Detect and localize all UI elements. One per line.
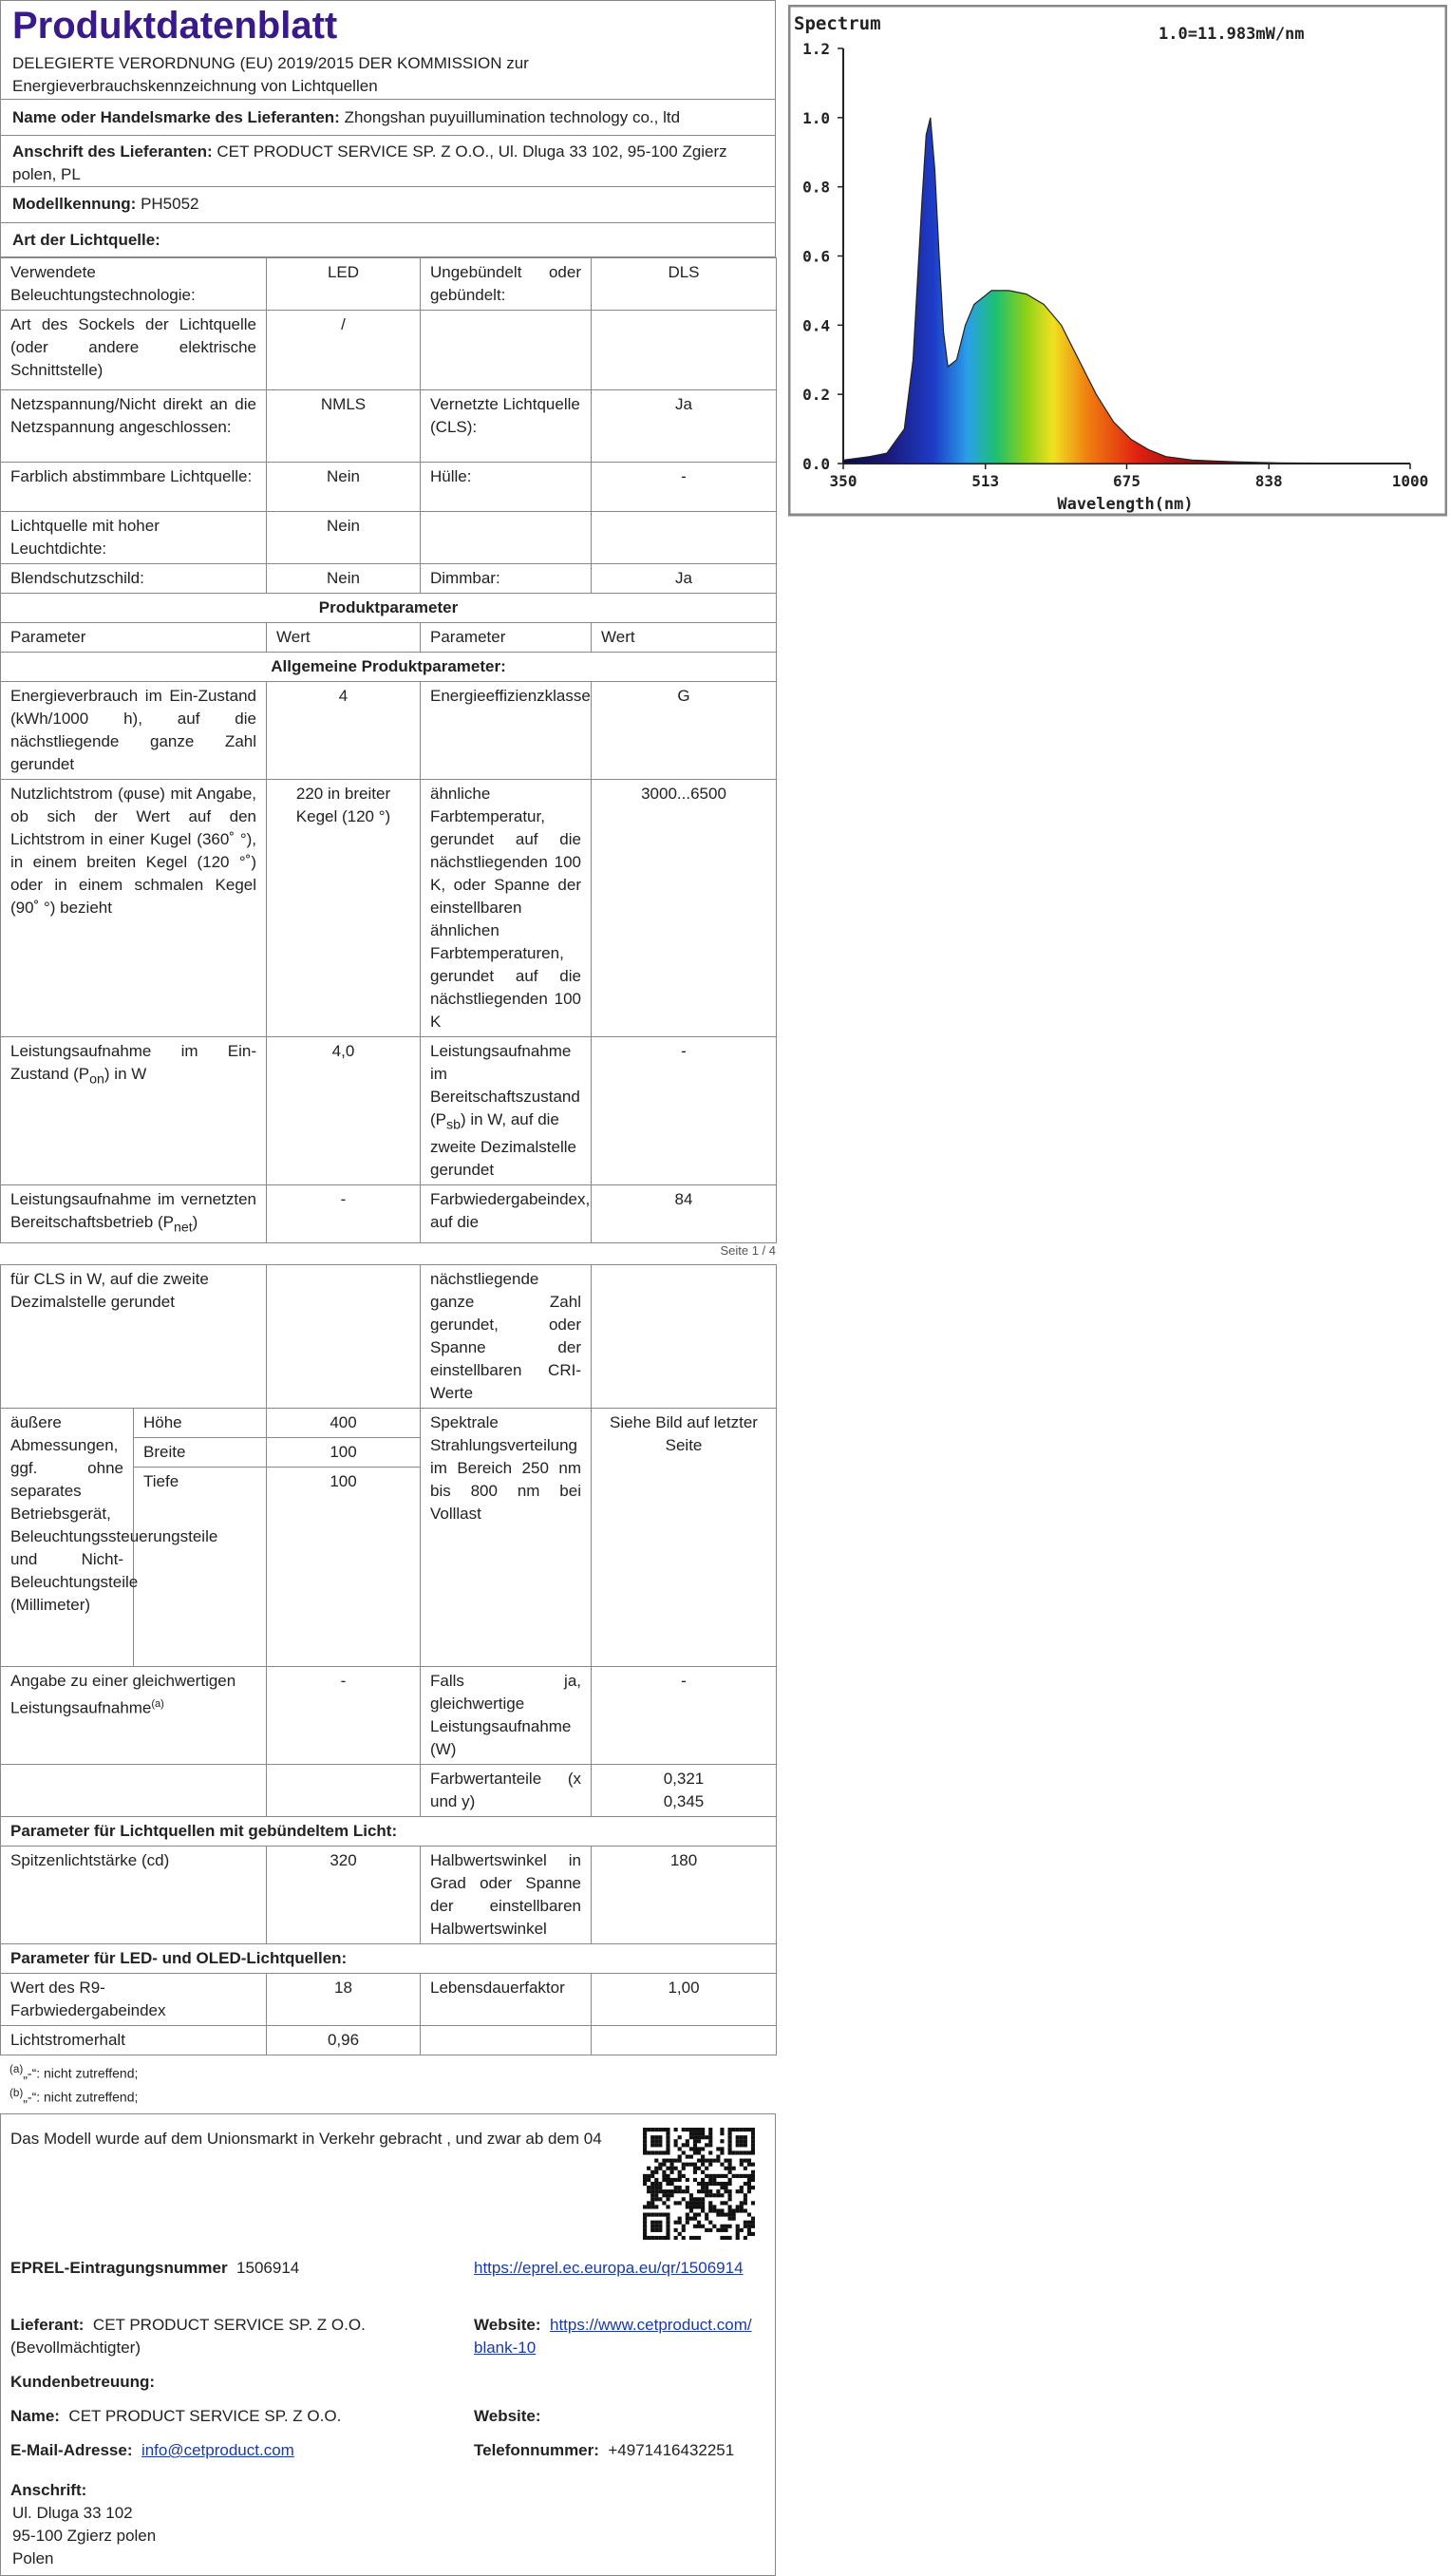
chroma-x: 0,321 bbox=[663, 1769, 705, 1788]
table-row bbox=[1, 1846, 777, 1943]
table-row bbox=[1, 463, 777, 512]
cell-value: Ja bbox=[592, 564, 777, 594]
cell-value: - bbox=[267, 1185, 421, 1242]
cell-label bbox=[421, 311, 592, 390]
header-value: Wert bbox=[267, 623, 421, 653]
cell-label: Vernetzte Lichtquelle (CLS): bbox=[421, 390, 592, 463]
cell-value: Nein bbox=[267, 463, 421, 512]
led-heading: Parameter für LED- und OLED-Lichtquellen: bbox=[1, 1943, 777, 1973]
regulation-text: DELEGIERTE VERORDNUNG (EU) 2019/2015 DER KOMMISSION zur Energieverbrauchskennzeichnung von Lichtquellen bbox=[0, 48, 776, 100]
type-table bbox=[0, 257, 777, 1243]
param-table-continued bbox=[0, 1264, 777, 2055]
market-text: Das Modell wurde auf dem Unionsmarkt in Verkehr gebracht , und zwar ab dem 04 bbox=[10, 2130, 602, 2149]
qr-code-icon bbox=[643, 2128, 755, 2240]
cell-label: Falls ja, gleichwertige Leistungsaufnahme (W) bbox=[421, 1666, 592, 1764]
eprel-row bbox=[10, 2257, 299, 2280]
label-text: Angabe zu einer gleichwertigen Leistungsaufnahme bbox=[10, 1671, 236, 1717]
cell-value: - bbox=[592, 1666, 777, 1764]
page-break bbox=[0, 1243, 776, 1264]
footnote-mark: (b) bbox=[9, 2087, 24, 2100]
footnote-text: „-“: nicht zutreffend; bbox=[23, 2090, 139, 2106]
dim-label: Höhe bbox=[134, 1408, 267, 1437]
lieferant-label: Lieferant: bbox=[10, 2316, 85, 2335]
table-row bbox=[1, 1943, 777, 1973]
table-row bbox=[1, 512, 777, 564]
cell-label: Spektrale Strahlungsverteilung im Bereich 250 nm bis 800 nm bei Volllast bbox=[421, 1408, 592, 1666]
label-sub: sb bbox=[446, 1117, 461, 1133]
address-row bbox=[0, 136, 776, 187]
table-row bbox=[1, 780, 777, 1037]
cell-value: 18 bbox=[267, 1973, 421, 2025]
cell-value: LED bbox=[267, 258, 421, 311]
cell-label bbox=[1, 1037, 267, 1185]
anschrift-line: Ul. Dluga 33 102 bbox=[12, 2504, 133, 2523]
y-tick-label: 1.2 bbox=[802, 40, 830, 58]
model-row bbox=[0, 187, 776, 223]
cell-label: Farbwiedergabeindex, auf die bbox=[421, 1185, 592, 1242]
anschrift-line: Polen bbox=[12, 2549, 54, 2568]
spectrum-chart bbox=[788, 5, 1447, 518]
page-title: Produktdatenblatt bbox=[0, 0, 776, 48]
email-label: E-Mail-Adresse: bbox=[10, 2441, 133, 2460]
eprel-value: 1506914 bbox=[236, 2259, 300, 2278]
cell-value: / bbox=[267, 311, 421, 390]
table-row bbox=[1, 1264, 777, 1408]
y-tick-label: 1.0 bbox=[802, 108, 830, 127]
supplier-row bbox=[0, 100, 776, 136]
cell-value: 1,00 bbox=[592, 1973, 777, 2025]
general-params-heading: Allgemeine Produktparameter: bbox=[1, 653, 777, 682]
table-header bbox=[1, 623, 777, 653]
cell-label bbox=[1, 1185, 267, 1242]
table-row bbox=[1, 653, 777, 682]
table-row bbox=[1, 564, 777, 594]
x-tick-label: 675 bbox=[1113, 472, 1140, 490]
cell-value: Nein bbox=[267, 564, 421, 594]
table-row bbox=[1, 390, 777, 463]
cell-label: ähnliche Farbtemperatur, gerundet auf die nächstliegenden 100 K, oder Spanne der einstellbaren ähnlichen Farbtemperaturen, gerundet auf die nächstliegenden 100 K bbox=[421, 780, 592, 1037]
cell-value: 220 in breiter Kegel (120 °) bbox=[267, 780, 421, 1037]
cell-value: 0,96 bbox=[267, 2025, 421, 2055]
label-text: Leistungsaufnahme im Bereitschaftszustand (P bbox=[430, 1042, 580, 1128]
name-row bbox=[10, 2405, 341, 2428]
cell-label: Farbwertanteile (x und y) bbox=[421, 1764, 592, 1816]
header-parameter: Parameter bbox=[421, 623, 592, 653]
y-tick-label: 0.4 bbox=[802, 316, 830, 335]
cell-value bbox=[267, 1764, 421, 1816]
table-row bbox=[1, 594, 777, 623]
anschrift-label: Anschrift: bbox=[10, 2481, 87, 2500]
product-params-heading: Produktparameter bbox=[1, 594, 777, 623]
cell-value bbox=[592, 2025, 777, 2055]
cell-label: Nutzlichtstrom (φuse) mit Angabe, ob sich der Wert auf den Lichtstrom in einer Kugel (360˚ °), in einem breiten Kegel (120 °˚) oder in einem schmalen Kegel (90˚ °) bezieht bbox=[1, 780, 267, 1037]
cell-label bbox=[421, 2025, 592, 2055]
cell-value bbox=[592, 311, 777, 390]
email-link[interactable]: info@cetproduct.com bbox=[141, 2441, 294, 2460]
dim-value: 100 bbox=[267, 1467, 421, 1666]
label-sup: (a) bbox=[151, 1697, 164, 1710]
cell-label: Art des Sockels der Lichtquelle (oder andere elektrische Schnittstelle) bbox=[1, 311, 267, 390]
supplier-value: Zhongshan puyuillumination technology co., ltd bbox=[344, 108, 681, 126]
table-row bbox=[1, 1816, 777, 1846]
cell-value: 4,0 bbox=[267, 1037, 421, 1185]
cell-value: 4 bbox=[267, 682, 421, 780]
dimensions-label: äußere Abmessungen, ggf. ohne separates Betriebsgerät, Beleuchtungssteuerungsteile und Nicht-Beleuchtungsteile (Millimeter) bbox=[1, 1408, 134, 1666]
cell-label: Spitzenlichtstärke (cd) bbox=[1, 1846, 267, 1943]
y-tick-label: 0.0 bbox=[802, 455, 830, 473]
cell-label: Farblich abstimmbare Lichtquelle: bbox=[1, 463, 267, 512]
cell-label: Lichtquelle mit hoher Leuchtdichte: bbox=[1, 512, 267, 564]
header-parameter: Parameter bbox=[1, 623, 267, 653]
supplier-label: Name oder Handelsmarke des Lieferanten: bbox=[12, 108, 340, 126]
cell-label: für CLS in W, auf die zweite Dezimalstelle gerundet bbox=[1, 1264, 267, 1408]
table-row bbox=[1, 311, 777, 390]
table-row bbox=[1, 258, 777, 311]
table-row bbox=[1, 1973, 777, 2025]
cell-label: Wert des R9-Farbwiedergabeindex bbox=[1, 1973, 267, 2025]
lieferant-row bbox=[10, 2314, 466, 2359]
dim-label: Tiefe bbox=[134, 1467, 267, 1666]
label-sub: net bbox=[173, 1220, 193, 1236]
customer-service-heading: Kundenbetreuung: bbox=[10, 2373, 156, 2392]
cell-label: Verwendete Beleuchtungstechnologie: bbox=[1, 258, 267, 311]
cell-label: Blendschutzschild: bbox=[1, 564, 267, 594]
dim-value: 100 bbox=[267, 1437, 421, 1467]
cell-label: nächstliegende ganze Zahl gerundet, oder Spanne der einstellbaren CRI-Werte bbox=[421, 1264, 592, 1408]
cell-label bbox=[1, 1666, 267, 1764]
table-row bbox=[1, 1185, 777, 1242]
x-tick-label: 838 bbox=[1254, 472, 1283, 490]
cell-value: - bbox=[592, 463, 777, 512]
label-text: ) in W bbox=[104, 1065, 147, 1083]
name-label: Name: bbox=[10, 2407, 60, 2426]
cell-value: 180 bbox=[592, 1846, 777, 1943]
model-label: Modellkennung: bbox=[12, 195, 137, 213]
cell-value: 84 bbox=[592, 1185, 777, 1242]
x-tick-label: 513 bbox=[971, 472, 1000, 490]
cell-value: NMLS bbox=[267, 390, 421, 463]
table-row bbox=[1, 1666, 777, 1764]
tel-value: +4971416432251 bbox=[608, 2441, 735, 2460]
cell-value: 320 bbox=[267, 1846, 421, 1943]
cell-label: Dimmbar: bbox=[421, 564, 592, 594]
footnote-text: „-“: nicht zutreffend; bbox=[23, 2065, 139, 2081]
cell-value: G bbox=[592, 682, 777, 780]
eprel-box bbox=[0, 2113, 776, 2576]
table-row bbox=[1, 682, 777, 780]
x-tick-label: 350 bbox=[829, 472, 857, 490]
eprel-label: EPREL-Eintragungsnummer bbox=[10, 2259, 228, 2278]
cell-value: Siehe Bild auf letzter Seite bbox=[592, 1408, 777, 1666]
cell-label: Hülle: bbox=[421, 463, 592, 512]
model-value: PH5052 bbox=[141, 195, 199, 213]
cell-label: Energieverbrauch im Ein-Zustand (kWh/1000 h), auf die nächstliegende ganze Zahl gerundet bbox=[1, 682, 267, 780]
y-tick-label: 0.2 bbox=[802, 386, 830, 405]
cell-value: - bbox=[267, 1666, 421, 1764]
website-row bbox=[474, 2314, 759, 2359]
tel-label: Telefonnummer: bbox=[474, 2441, 599, 2460]
light-source-type-heading: Art der Lichtquelle: bbox=[0, 223, 776, 257]
directional-heading: Parameter für Lichtquellen mit gebündeltem Licht: bbox=[1, 1816, 777, 1846]
cell-value bbox=[267, 1264, 421, 1408]
address-label: Anschrift des Lieferanten: bbox=[12, 142, 213, 161]
cell-label: Halbwertswinkel in Grad oder Spanne der einstellbaren Halbwertswinkel bbox=[421, 1846, 592, 1943]
name-value: CET PRODUCT SERVICE SP. Z O.O. bbox=[68, 2407, 342, 2426]
email-row bbox=[10, 2439, 294, 2462]
lieferant-value: CET PRODUCT SERVICE SP. Z O.O. (Bevollmächtigter) bbox=[10, 2316, 366, 2358]
y-tick-label: 0.6 bbox=[802, 247, 830, 266]
cell-label: Lichtstromerhalt bbox=[1, 2025, 267, 2055]
cell-value: Nein bbox=[267, 512, 421, 564]
page-number: Seite 1 / 4 bbox=[720, 1242, 776, 1258]
table-row bbox=[1, 1037, 777, 1185]
y-tick-label: 0.8 bbox=[802, 178, 830, 197]
anschrift-line: 95-100 Zgierz polen bbox=[12, 2527, 157, 2546]
label-text: ) bbox=[192, 1213, 198, 1232]
cell-value bbox=[592, 1764, 777, 1816]
cell-value: Ja bbox=[592, 390, 777, 463]
label-text: ) in W, auf die zweite Dezimalstelle gerundet bbox=[430, 1110, 576, 1180]
footnote-mark: (a) bbox=[9, 2062, 24, 2075]
cell-value bbox=[592, 512, 777, 564]
cell-value: - bbox=[592, 1037, 777, 1185]
table-row bbox=[1, 2025, 777, 2055]
table-row bbox=[1, 1408, 777, 1437]
cell-label bbox=[421, 1037, 592, 1185]
chart-annotation: 1.0=11.983mW/nm bbox=[1159, 25, 1305, 44]
cell-label: Ungebündelt oder gebündelt: bbox=[421, 258, 592, 311]
chart-title: Spectrum bbox=[794, 13, 881, 34]
cell-label: Netzspannung/Nicht direkt an die Netzspannung angeschlossen: bbox=[1, 390, 267, 463]
label-text: Leistungsaufnahme im Ein-Zustand (P bbox=[10, 1042, 256, 1083]
website2-label: Website: bbox=[474, 2407, 541, 2426]
cell-label: Lebensdauerfaktor bbox=[421, 1973, 592, 2025]
footnote-a bbox=[0, 2059, 776, 2084]
cell-label: Energieeffizienzklasse bbox=[421, 682, 592, 780]
label-sub: on bbox=[89, 1071, 104, 1088]
x-tick-label: 1000 bbox=[1391, 472, 1429, 490]
x-axis-label: Wavelength(nm) bbox=[1057, 495, 1194, 514]
website-label: Website: bbox=[474, 2316, 541, 2335]
cell-value: 3000...6500 bbox=[592, 780, 777, 1037]
cell-value: DLS bbox=[592, 258, 777, 311]
website-link[interactable]: https://www.cetproduct.com/blank-10 bbox=[474, 2316, 752, 2358]
footnote-b bbox=[0, 2083, 776, 2108]
cell-label bbox=[421, 512, 592, 564]
dim-label: Breite bbox=[134, 1437, 267, 1467]
cell-value bbox=[592, 1264, 777, 1408]
cell-label bbox=[1, 1764, 267, 1816]
dim-value: 400 bbox=[267, 1408, 421, 1437]
table-row bbox=[1, 1764, 777, 1816]
header-value: Wert bbox=[592, 623, 777, 653]
eprel-link[interactable]: https://eprel.ec.europa.eu/qr/1506914 bbox=[474, 2259, 744, 2278]
label-text: Leistungsaufnahme im vernetzten Bereitschaftsbetrieb (P bbox=[10, 1190, 256, 1232]
chroma-y: 0,345 bbox=[663, 1791, 705, 1810]
tel-row bbox=[474, 2439, 734, 2462]
address-value: CET PRODUCT SERVICE SP. Z O.O., Ul. Dluga 33 102, 95-100 Zgierz polen, PL bbox=[12, 142, 727, 183]
